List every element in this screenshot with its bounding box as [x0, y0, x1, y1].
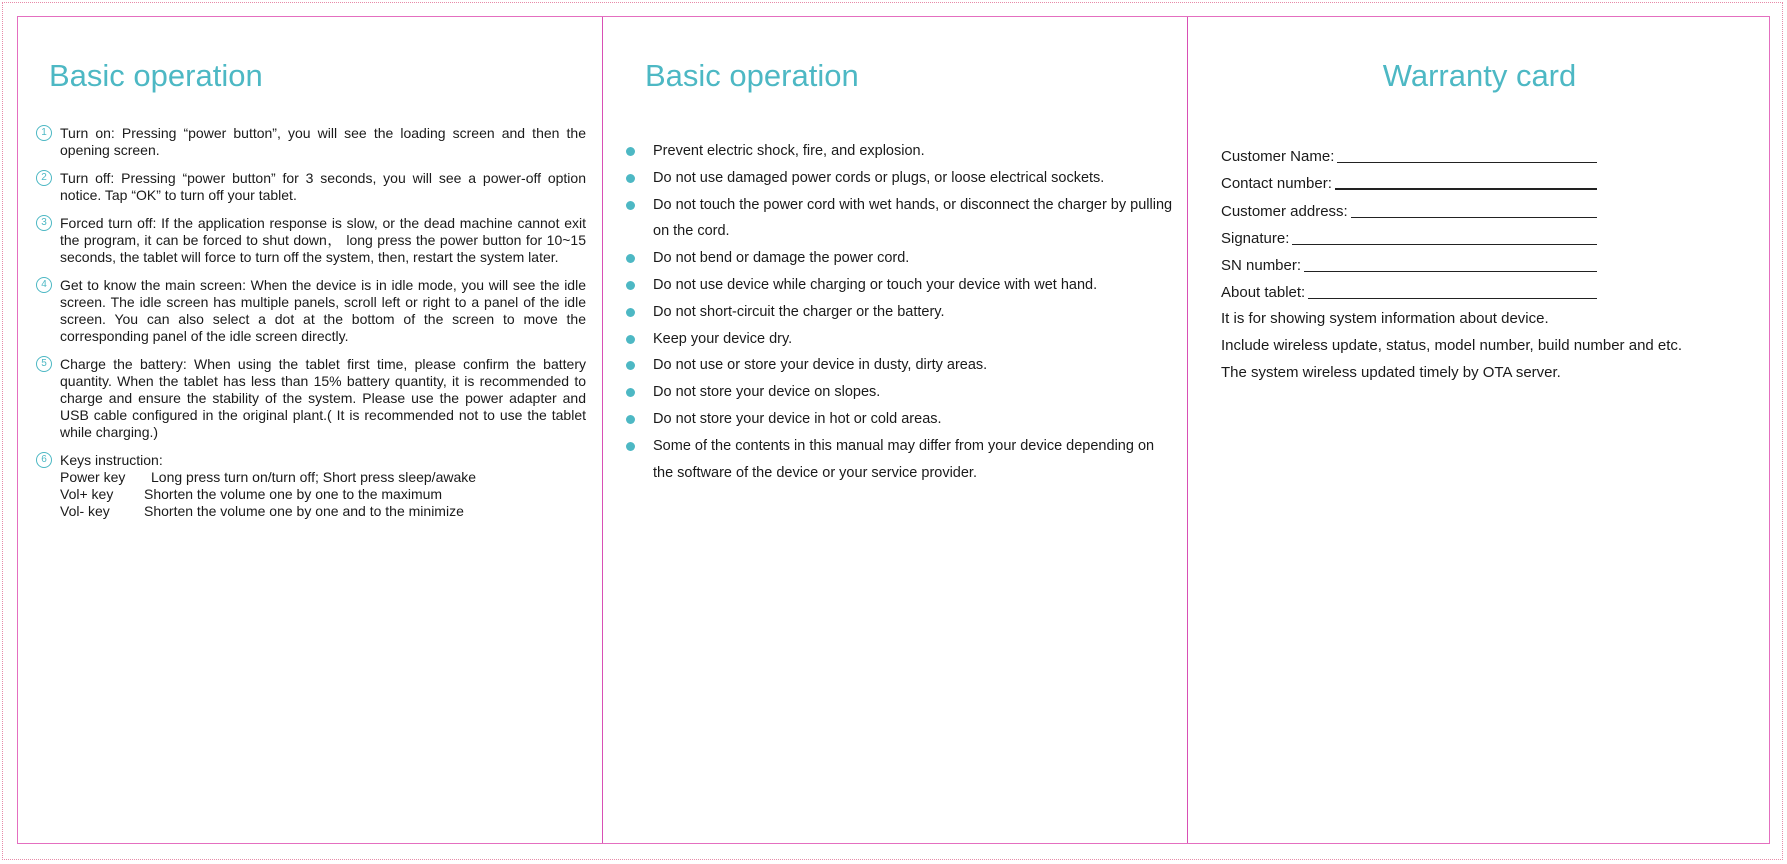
bullet-dot-icon	[626, 442, 635, 451]
contact-number-field[interactable]	[1335, 188, 1597, 190]
sn-number-field[interactable]	[1304, 271, 1597, 272]
bullet-dot-icon	[626, 254, 635, 263]
bullet-dot-icon	[626, 174, 635, 183]
step-text: Get to know the main screen: When the device is in idle mode, you will see the idle screen. The idle screen has multiple panels, scroll left or right to a panel of the idle screen. You can also select a dot at the bottom of the screen to move the corresponding panel of the idle screen directly.	[60, 277, 586, 344]
safety-item	[625, 379, 1175, 406]
safety-item	[625, 192, 1175, 246]
info-line: Include wireless update, status, model number, build number and etc.	[1221, 337, 1683, 355]
form-row-customer-name	[1221, 139, 1597, 166]
safety-item	[625, 245, 1175, 272]
field-label: Customer address:	[1221, 202, 1348, 220]
operation-step	[36, 277, 586, 345]
step-text: Turn off: Pressing “power button” for 3 seconds, you will see a power-off option notice. Tap “OK” to turn off your tablet.	[60, 170, 586, 203]
safety-text: Do not use damaged power cords or plugs, or loose electrical sockets.	[653, 169, 1105, 186]
about-tablet-info	[1221, 305, 1682, 387]
bullet-dot-icon	[626, 415, 635, 424]
customer-name-field[interactable]	[1337, 162, 1597, 163]
step-text: Charge the battery: When using the tablet first time, please confirm the battery quantity. When the tablet has less than 15% battery quantity, it is recommended to charge and ensure the stability of the system. Please use the power adapter and USB cable configured in the original plant.( It is recommended not to use the tablet while charging.)	[60, 356, 586, 440]
safety-item	[625, 272, 1175, 299]
info-line: The system wireless updated timely by OTA server.	[1221, 364, 1561, 382]
warranty-form	[1221, 139, 1597, 302]
operation-steps-list	[36, 125, 586, 531]
safety-item	[625, 406, 1175, 433]
panel-basic-operation-safety	[603, 17, 1187, 843]
step-number-badge: 4	[36, 277, 52, 293]
safety-item	[625, 165, 1175, 192]
safety-text: Keep your device dry.	[653, 330, 793, 347]
bullet-dot-icon	[626, 361, 635, 370]
safety-item	[625, 433, 1175, 487]
safety-text: Prevent electric shock, fire, and explosion.	[653, 143, 925, 159]
field-label: Signature:	[1221, 229, 1290, 247]
step-number-badge: 5	[36, 356, 52, 372]
key-name: Power key	[60, 469, 126, 485]
keys-table	[60, 469, 586, 520]
field-label: About tablet:	[1221, 284, 1306, 302]
safety-item	[625, 299, 1175, 326]
safety-text: Do not store your device in hot or cold areas.	[653, 410, 942, 427]
operation-step	[36, 125, 586, 159]
safety-text: Do not use device while charging or touch your device with wet hand.	[653, 276, 1098, 293]
step-number-badge: 6	[36, 452, 52, 468]
safety-text: Do not touch the power cord with wet hands, or disconnect the charger by pulling on the cord.	[653, 196, 1173, 240]
key-row	[60, 469, 586, 486]
field-label: Contact number:	[1221, 175, 1332, 193]
panel-title: Warranty card	[1382, 58, 1577, 93]
signature-field[interactable]	[1292, 244, 1597, 245]
operation-step	[36, 170, 586, 204]
safety-item	[625, 326, 1175, 353]
key-row	[60, 486, 586, 503]
field-label: Customer Name:	[1221, 148, 1335, 166]
step-text: Forced turn off: If the application response is slow, or the dead machine cannot exit the program, it can be forced to shut down， long press the power button for 10~15 seconds, the tablet will force to turn off the system, then, restart the system later.	[60, 215, 586, 265]
safety-text: Do not store your device on slopes.	[653, 384, 881, 401]
field-label: SN number:	[1221, 256, 1302, 274]
safety-text: Do not short-circuit the charger or the battery.	[653, 303, 945, 320]
bullet-dot-icon	[626, 308, 635, 317]
customer-address-field[interactable]	[1351, 217, 1597, 218]
brochure-sheet	[17, 16, 1770, 844]
bullet-dot-icon	[626, 388, 635, 397]
safety-text: Do not bend or damage the power cord.	[653, 250, 910, 267]
step-number-badge: 1	[36, 125, 52, 141]
operation-step	[36, 215, 586, 266]
form-row-contact-number	[1221, 166, 1597, 193]
key-description: Long press turn on/turn off; Short press sleep/awake	[151, 469, 477, 485]
operation-step-keys	[36, 452, 586, 520]
form-row-customer-address	[1221, 193, 1597, 220]
key-name: Vol- key	[60, 503, 110, 519]
bullet-dot-icon	[626, 147, 635, 156]
safety-item	[625, 352, 1175, 379]
form-row-signature	[1221, 221, 1597, 248]
safety-bullet-list	[625, 138, 1175, 486]
step-number-badge: 2	[36, 170, 52, 186]
key-description: Shorten the volume one by one and to the minimize	[144, 503, 464, 519]
form-row-sn-number	[1221, 248, 1597, 275]
panel-title: Basic operation	[645, 58, 859, 93]
info-line: It is for showing system information about device.	[1221, 310, 1549, 327]
key-description: Shorten the volume one by one to the maximum	[144, 486, 443, 502]
step-number-badge: 3	[36, 215, 52, 231]
safety-text: Some of the contents in this manual may differ from your device depending on the software of the device or your service provider.	[653, 437, 1155, 481]
step-text: Keys instruction:	[60, 452, 163, 468]
bullet-dot-icon	[626, 281, 635, 290]
step-text: Turn on: Pressing “power button”, you will see the loading screen and then the opening screen.	[60, 125, 586, 158]
operation-step	[36, 356, 586, 441]
safety-text: Do not use or store your device in dusty, dirty areas.	[653, 357, 988, 374]
about-tablet-field[interactable]	[1308, 298, 1597, 299]
key-row	[60, 503, 586, 520]
panel-title: Basic operation	[49, 58, 263, 93]
bullet-dot-icon	[626, 335, 635, 344]
bullet-dot-icon	[626, 201, 635, 210]
panel-warranty-card	[1188, 17, 1771, 843]
form-row-about-tablet	[1221, 275, 1597, 302]
panel-basic-operation-steps	[18, 17, 602, 843]
safety-item	[625, 138, 1175, 165]
key-name: Vol+ key	[60, 486, 114, 502]
